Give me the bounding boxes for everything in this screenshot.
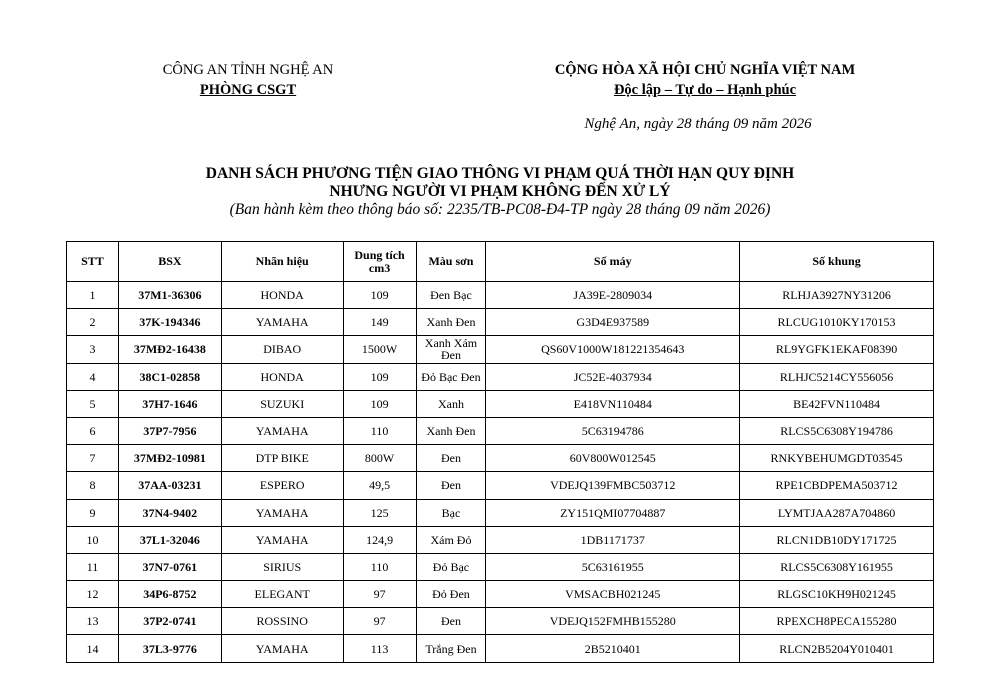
stt-cell: 4 [67,363,119,390]
agency-name: CÔNG AN TỈNH NGHỆ AN [162,62,334,78]
engine-no-cell: JC52E-4037934 [486,363,740,390]
color-cell: Đỏ Bạc [416,553,486,580]
frame-no-cell: RLGSC10KH9H021245 [740,581,934,608]
color-cell: Xanh [416,390,486,417]
brand-cell: YAMAHA [221,526,343,553]
color-cell: Đen [416,472,486,499]
color-cell: Xanh Đen [416,309,486,336]
table-row [67,363,934,390]
brand-cell: SUZUKI [221,390,343,417]
engine-no-cell: 2B5210401 [486,635,740,662]
capacity-cell: 97 [343,608,416,635]
frame-no-cell: RLCN1DB10DY171725 [740,526,934,553]
brand-cell: HONDA [221,282,343,309]
engine-no-cell: 5C63194786 [486,417,740,444]
capacity-cell: 110 [343,553,416,580]
col-header-frame-no: Số khung [740,242,934,282]
bsx-cell: 37AA-03231 [118,472,221,499]
col-header-color: Màu sơn [416,242,486,282]
capacity-cell: 109 [343,282,416,309]
stt-cell: 13 [67,608,119,635]
table-row [67,309,934,336]
col-header-brand: Nhãn hiệu [221,242,343,282]
capacity-cell: 149 [343,309,416,336]
stt-cell: 1 [67,282,119,309]
national-motto [515,60,895,100]
title-line-2: NHƯNG NGƯỜI VI PHẠM KHÔNG ĐẾN XỬ LÝ [329,183,671,200]
bsx-cell: 37K-194346 [118,309,221,336]
bsx-cell: 37H7-1646 [118,390,221,417]
brand-cell: ESPERO [221,472,343,499]
stt-cell: 2 [67,309,119,336]
engine-no-cell: E418VN110484 [486,390,740,417]
motto: Độc lập – Tự do – Hạnh phúc [613,82,797,98]
frame-no-cell: RLHJC5214CY556056 [740,363,934,390]
bsx-cell: 37P2-0741 [118,608,221,635]
col-header-bsx: BSX [118,242,221,282]
country-name: CỘNG HÒA XÃ HỘI CHỦ NGHĨA VIỆT NAM [554,62,856,78]
bsx-cell: 38C1-02858 [118,363,221,390]
capacity-cell: 109 [343,363,416,390]
violation-table [66,241,934,663]
table-row [67,417,934,444]
document-title [0,165,1000,219]
department-name: PHÒNG CSGT [199,82,297,98]
frame-no-cell: RLCN2B5204Y010401 [740,635,934,662]
issuing-agency [118,60,378,100]
color-cell: Đen Bạc [416,282,486,309]
brand-cell: ELEGANT [221,581,343,608]
brand-cell: DTP BIKE [221,445,343,472]
capacity-cell: 125 [343,499,416,526]
stt-cell: 9 [67,499,119,526]
engine-no-cell: 5C63161955 [486,553,740,580]
stt-cell: 14 [67,635,119,662]
capacity-cell: 109 [343,390,416,417]
frame-no-cell: RNKYBEHUMGDT03545 [740,445,934,472]
capacity-cell: 124,9 [343,526,416,553]
bsx-cell: 37N7-0761 [118,553,221,580]
color-cell: Xanh Đen [416,417,486,444]
table-row [67,472,934,499]
stt-cell: 6 [67,417,119,444]
title-subtitle: (Ban hành kèm theo thông báo số: 2235/TB-PC08-Đ4-TP ngày 28 tháng 09 năm 2026) [229,201,771,218]
brand-cell: ROSSINO [221,608,343,635]
color-cell: Trắng Đen [416,635,486,662]
table-row [67,499,934,526]
bsx-cell: 34P6-8752 [118,581,221,608]
table-row [67,336,934,363]
table-row [67,390,934,417]
color-cell: Đỏ Đen [416,581,486,608]
table-row [67,445,934,472]
table-row [67,635,934,662]
col-header-engine-no: Số máy [486,242,740,282]
brand-cell: YAMAHA [221,309,343,336]
table-row [67,526,934,553]
brand-cell: YAMAHA [221,499,343,526]
engine-no-cell: G3D4E937589 [486,309,740,336]
capacity-cell: 110 [343,417,416,444]
brand-cell: DIBAO [221,336,343,363]
date-line: Nghệ An, ngày 28 tháng 09 năm 2026 [584,116,812,132]
frame-no-cell: RLHJA3927NY31206 [740,282,934,309]
table-row [67,608,934,635]
stt-cell: 5 [67,390,119,417]
color-cell: Đỏ Bạc Đen [416,363,486,390]
stt-cell: 8 [67,472,119,499]
frame-no-cell: RLCS5C6308Y161955 [740,553,934,580]
stt-cell: 3 [67,336,119,363]
color-cell: Đen [416,445,486,472]
capacity-cell: 113 [343,635,416,662]
stt-cell: 11 [67,553,119,580]
color-cell: Xanh Xám Đen [416,336,486,363]
engine-no-cell: VDEJQ139FMBC503712 [486,472,740,499]
bsx-cell: 37L3-9776 [118,635,221,662]
stt-cell: 12 [67,581,119,608]
col-header-stt: STT [67,242,119,282]
col-header-capacity: Dung tích cm3 [343,242,416,282]
capacity-cell: 49,5 [343,472,416,499]
brand-cell: SIRIUS [221,553,343,580]
bsx-cell: 37MĐ2-10981 [118,445,221,472]
engine-no-cell: ZY151QMI07704887 [486,499,740,526]
frame-no-cell: BE42FVN110484 [740,390,934,417]
brand-cell: HONDA [221,363,343,390]
table-row [67,282,934,309]
engine-no-cell: 1DB1171737 [486,526,740,553]
color-cell: Đen [416,608,486,635]
frame-no-cell: RLCUG1010KY170153 [740,309,934,336]
frame-no-cell: RLCS5C6308Y194786 [740,417,934,444]
frame-no-cell: RL9YGFK1EKAF08390 [740,336,934,363]
frame-no-cell: RPE1CBDPEMA503712 [740,472,934,499]
engine-no-cell: VDEJQ152FMHB155280 [486,608,740,635]
capacity-cell: 97 [343,581,416,608]
engine-no-cell: VMSACBH021245 [486,581,740,608]
bsx-cell: 37N4-9402 [118,499,221,526]
stt-cell: 7 [67,445,119,472]
frame-no-cell: RPEXCH8PECA155280 [740,608,934,635]
bsx-cell: 37L1-32046 [118,526,221,553]
brand-cell: YAMAHA [221,635,343,662]
capacity-cell: 1500W [343,336,416,363]
stt-cell: 10 [67,526,119,553]
engine-no-cell: QS60V1000W181221354643 [486,336,740,363]
title-line-1: DANH SÁCH PHƯƠNG TIỆN GIAO THÔNG VI PHẠM QUÁ THỜI HẠN QUY ĐỊNH [205,165,795,182]
bsx-cell: 37P7-7956 [118,417,221,444]
bsx-cell: 37MĐ2-16438 [118,336,221,363]
color-cell: Bạc [416,499,486,526]
engine-no-cell: JA39E-2809034 [486,282,740,309]
table-row [67,581,934,608]
table-row [67,553,934,580]
color-cell: Xám Đỏ [416,526,486,553]
engine-no-cell: 60V800W012545 [486,445,740,472]
bsx-cell: 37M1-36306 [118,282,221,309]
brand-cell: YAMAHA [221,417,343,444]
capacity-cell: 800W [343,445,416,472]
table-header-row [67,242,934,282]
frame-no-cell: LYMTJAA287A704860 [740,499,934,526]
